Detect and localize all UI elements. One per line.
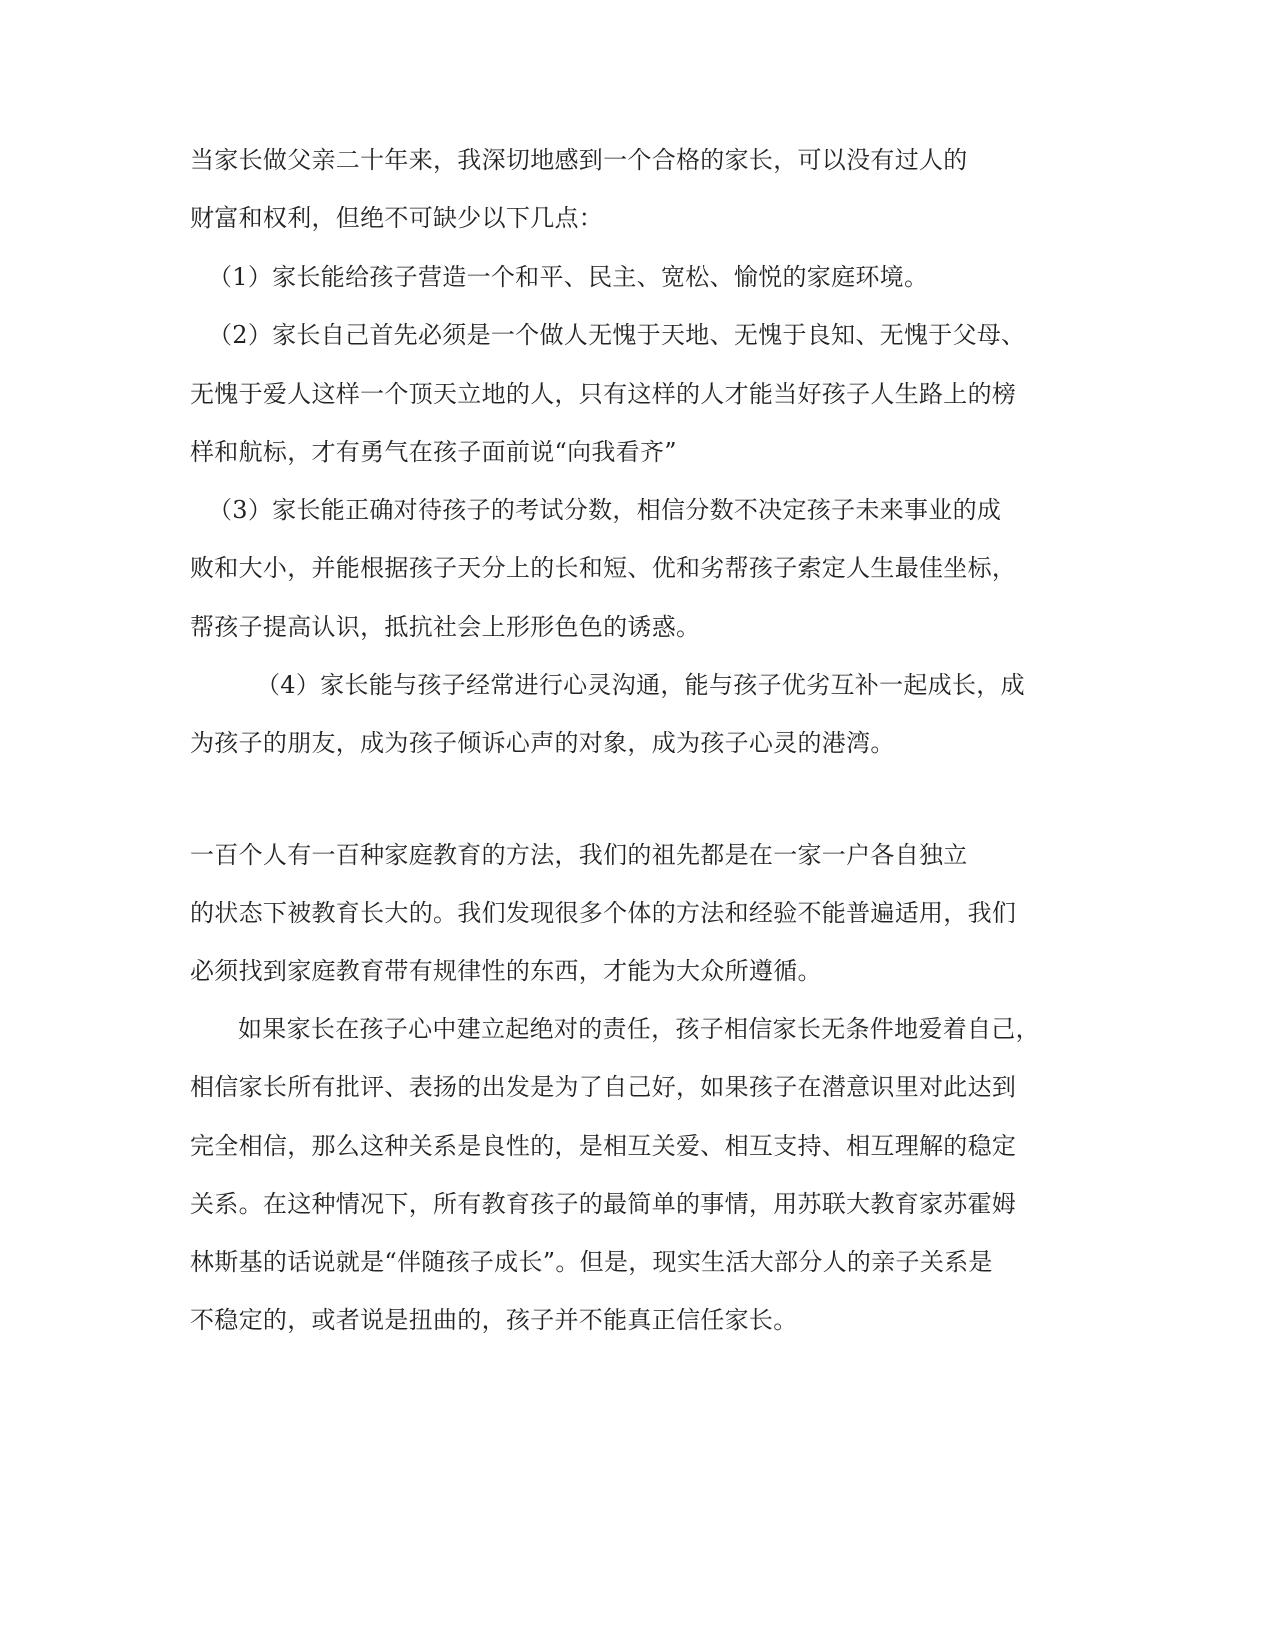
text-line: 当家长做父亲二十年来，我深切地感到一个合格的家长，可以没有过人的 xyxy=(190,146,968,174)
text-line: （1）家长能给孩子营造一个和平、民主、宽松、愉悦的家庭环境。 xyxy=(208,263,929,291)
text-line: 相信家长所有批评、表扬的出发是为了自己好，如果孩子在潜意识里对此达到 xyxy=(190,1073,1017,1101)
text-line: 无愧于爱人这样一个顶天立地的人，只有这样的人才能当好孩子人生路上的榜 xyxy=(190,380,1017,408)
text-line: 的状态下被教育长大的。我们发现很多个体的方法和经验不能普遍适用，我们 xyxy=(190,899,1017,927)
text-line: （4）家长能与孩子经常进行心灵沟通，能与孩子优劣互补一起成长，成 xyxy=(256,671,1025,699)
text-line: （2）家长自己首先必须是一个做人无愧于天地、无愧于良知、无愧于父母、 xyxy=(208,321,1026,349)
text-line: 财富和权利，但绝不可缺少以下几点： xyxy=(190,204,604,232)
text-line: 一百个人有一百种家庭教育的方法，我们的祖先都是在一家一户各自独立 xyxy=(190,841,968,869)
text-line: 为孩子的朋友，成为孩子倾诉心声的对象，成为孩子心灵的港湾。 xyxy=(190,729,895,757)
text-line: 帮孩子提高认识，抵抗社会上形形色色的诱惑。 xyxy=(190,613,701,641)
text-line: 林斯基的话说就是“伴随孩子成长”。但是，现实生活大部分人的亲子关系是 xyxy=(190,1248,993,1276)
text-line: 样和航标，才有勇气在孩子面前说“向我看齐” xyxy=(190,438,677,466)
text-line: 关系。在这种情况下，所有教育孩子的最简单的事情，用苏联大教育家苏霍姆 xyxy=(190,1190,1017,1218)
text-line: 败和大小，并能根据孩子天分上的长和短、优和劣帮孩子索定人生最佳坐标， xyxy=(190,554,1017,582)
text-line: 必须找到家庭教育带有规律性的东西，才能为大众所遵循。 xyxy=(190,957,822,985)
text-line: 不稳定的，或者说是扭曲的，孩子并不能真正信任家长。 xyxy=(190,1306,798,1334)
text-line: 如果家长在孩子心中建立起绝对的责任，孩子相信家长无条件地爱着自己， xyxy=(238,1015,1040,1043)
text-line: （3）家长能正确对待孩子的考试分数，相信分数不决定孩子未来事业的成 xyxy=(208,496,1002,524)
text-line: 完全相信，那么这种关系是良性的，是相互关爱、相互支持、相互理解的稳定 xyxy=(190,1132,1017,1160)
